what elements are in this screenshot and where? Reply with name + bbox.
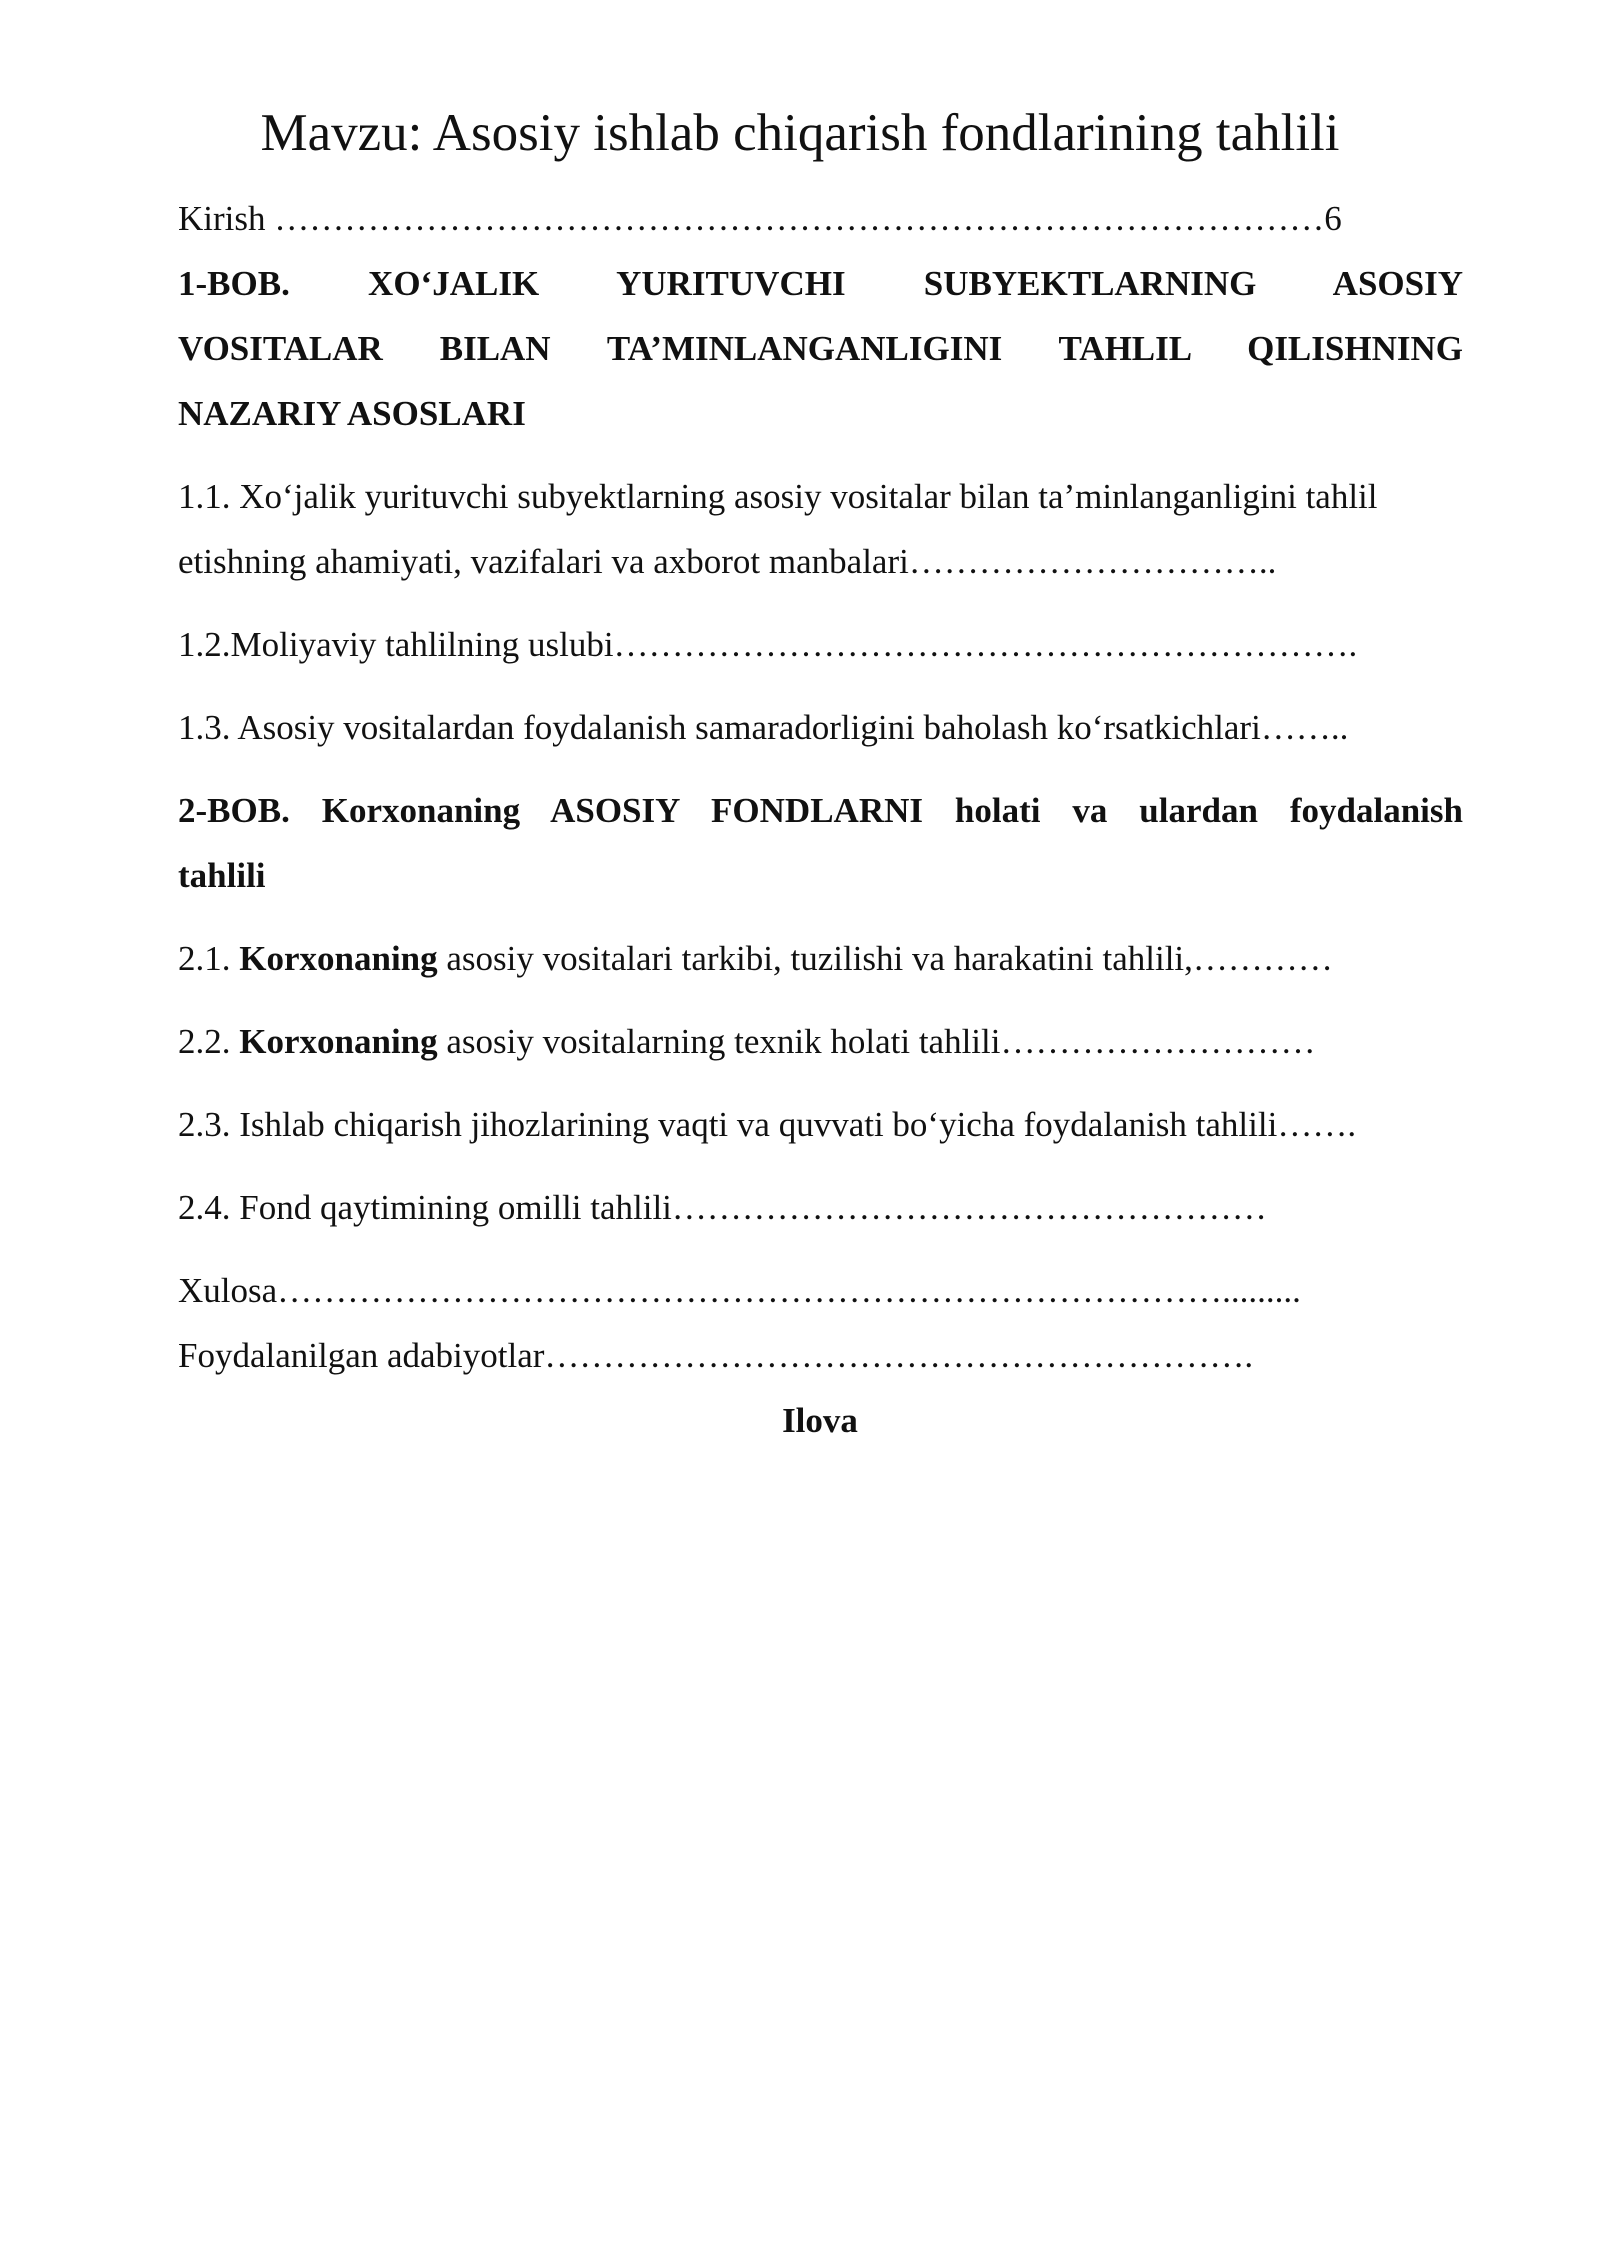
- toc-entry-kirish: Kirish ………………………………………………………………………………6: [178, 199, 1342, 238]
- toc-entry-ilova: Ilova: [782, 1401, 858, 1440]
- toc-section-2-1-number: 2.1.: [178, 939, 240, 978]
- toc-section-2-1: [178, 926, 1463, 992]
- toc-section-2-1-text: asosiy vositalari tarkibi, tuzilishi va harakatini tahlili,…………: [437, 939, 1333, 978]
- toc-entry-adabiyotlar: Foydalanilgan adabiyotlar…………………………………………………….: [178, 1336, 1254, 1375]
- toc-section-2-2-number: 2.2.: [178, 1022, 240, 1061]
- page-title: Mavzu: Asosiy ishlab chiqarish fondlarining tahlili: [260, 104, 1340, 162]
- toc-section-2-2: [178, 1009, 1463, 1075]
- toc-section-2-2-text: asosiy vositalarning texnik holati tahlili………………………: [437, 1022, 1316, 1061]
- toc-section-2-4: 2.4. Fond qaytimining omilli tahlili……………………………………………: [178, 1188, 1267, 1227]
- toc-chapter-2-line-1: 2-BOB. Korxonaning ASOSIY FONDLARNI holati va ulardan foydalanish: [178, 791, 1463, 830]
- toc-section-1-3: 1.3. Asosiy vositalardan foydalanish samaradorligini baholash ko‘rsatkichlari……..: [178, 708, 1349, 747]
- toc-section-2-1-bold: Korxonaning: [239, 939, 438, 978]
- toc-section-1-2: 1.2.Moliyaviy tahlilning uslubi……………………………………………………….: [178, 625, 1358, 664]
- toc-entry-xulosa: Xulosa……………………………………………………………………….........: [178, 1271, 1301, 1310]
- toc-section-1-1-line-2: etishning ahamiyati, vazifalari va axborot manbalari…………………………..: [178, 542, 1277, 581]
- toc-chapter-1-line-2: VOSITALAR BILAN TA’MINLANGANLIGINI TAHLIL QILISHNING: [178, 329, 1463, 368]
- toc-chapter-2-line-2: tahlili: [178, 856, 266, 895]
- toc-section-2-2-bold: Korxonaning: [239, 1022, 438, 1061]
- toc-chapter-1-line-1: 1-BOB. XO‘JALIK YURITUVCHI SUBYEKTLARNING ASOSIY: [178, 264, 1463, 303]
- toc-chapter-1-line-3: NAZARIY ASOSLARI: [178, 394, 526, 433]
- toc-section-1-1-line-1: 1.1. Xo‘jalik yurituvchi subyektlarning asosiy vositalar bilan ta’minlanganligini tahlil: [178, 477, 1378, 516]
- toc-section-2-3: 2.3. Ishlab chiqarish jihozlarining vaqti va quvvati bo‘yicha foydalanish tahlili…….: [178, 1105, 1357, 1144]
